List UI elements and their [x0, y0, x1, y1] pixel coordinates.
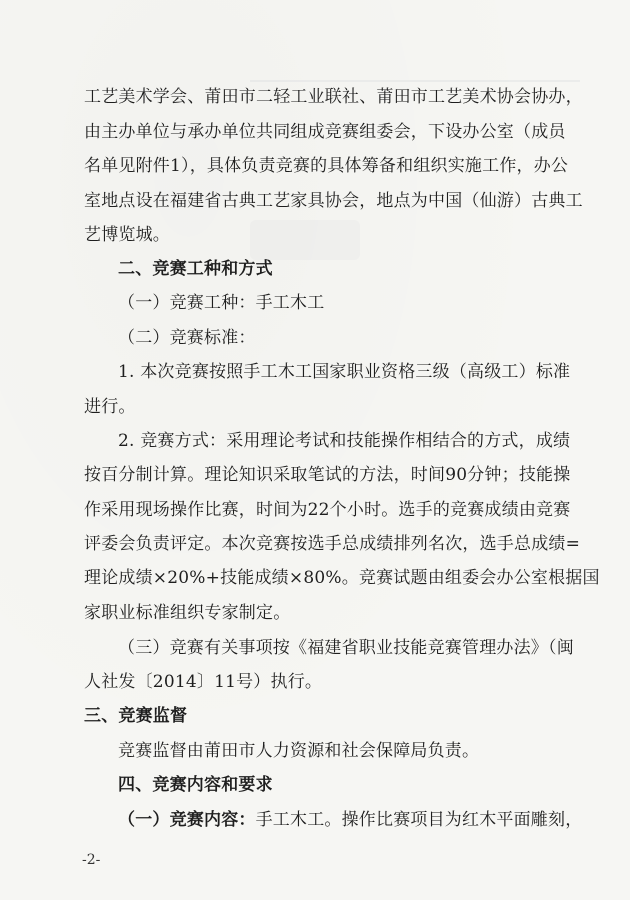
- body-line-4: 室地点设在福建省古典工艺家具协会，地点为中国（仙游）古典工: [84, 191, 583, 211]
- section-2-p1-line-2: 进行。: [84, 397, 136, 417]
- section-2-p2-line-5: 理论成绩×20%+技能成绩×80%。竞赛试题由组委会办公室根据国: [84, 568, 600, 588]
- section-2-item-2: （二）竞赛标准：: [118, 328, 256, 348]
- section-4-heading: 四、竞赛内容和要求: [118, 775, 273, 795]
- section-2-p1-line-1: 1. 本次竞赛按照手工木工国家职业资格三级（高级工）标准: [118, 362, 571, 382]
- body-line-5: 艺博览城。: [84, 225, 170, 245]
- section-2-p2-line-1: 2. 竞赛方式：采用理论考试和技能操作相结合的方式，成绩: [118, 431, 571, 451]
- section-2-item-3-line-2: 人社发〔2014〕11号）执行。: [84, 672, 323, 692]
- section-2-p2-line-3: 作采用现场操作比赛，时间为22个小时。选手的竞赛成绩由竞赛: [84, 500, 571, 520]
- section-2-p2-line-4: 评委会负责评定。本次竞赛按选手总成绩排列名次，选手总成绩=: [84, 534, 581, 554]
- section-2-item-1: （一）竞赛工种：手工木工: [118, 293, 325, 313]
- body-line-3: 名单见附件1），具体负责竞赛的具体筹备和组织实施工作，办公: [84, 156, 569, 176]
- section-4-label: （一）竞赛内容：: [118, 810, 256, 830]
- body-line-1: 工艺美术学会、莆田市二轻工业联社、莆田市工艺美术协会协办，: [84, 87, 583, 107]
- section-4-text: 手工木工。操作比赛项目为红木平面雕刻，: [255, 810, 583, 830]
- section-4-line: [118, 809, 588, 831]
- section-2-p2-line-2: 按百分制计算。理论知识采取笔试的方法，时间90分钟；技能操: [84, 465, 571, 485]
- section-2-p2-line-6: 家职业标准组织专家制定。: [84, 603, 291, 623]
- section-3-heading: 三、竞赛监督: [84, 706, 188, 726]
- section-3-text: 竞赛监督由莆田市人力资源和社会保障局负责。: [118, 741, 480, 761]
- section-2-item-3-line-1: （三）竞赛有关事项按《福建省职业技能竞赛管理办法》（闽: [118, 638, 574, 658]
- page-number: -2-: [82, 852, 101, 868]
- body-line-2: 由主办单位与承办单位共同组成竞赛组委会，下设办公室（成员: [84, 122, 566, 142]
- section-2-heading: 二、竞赛工种和方式: [118, 259, 273, 279]
